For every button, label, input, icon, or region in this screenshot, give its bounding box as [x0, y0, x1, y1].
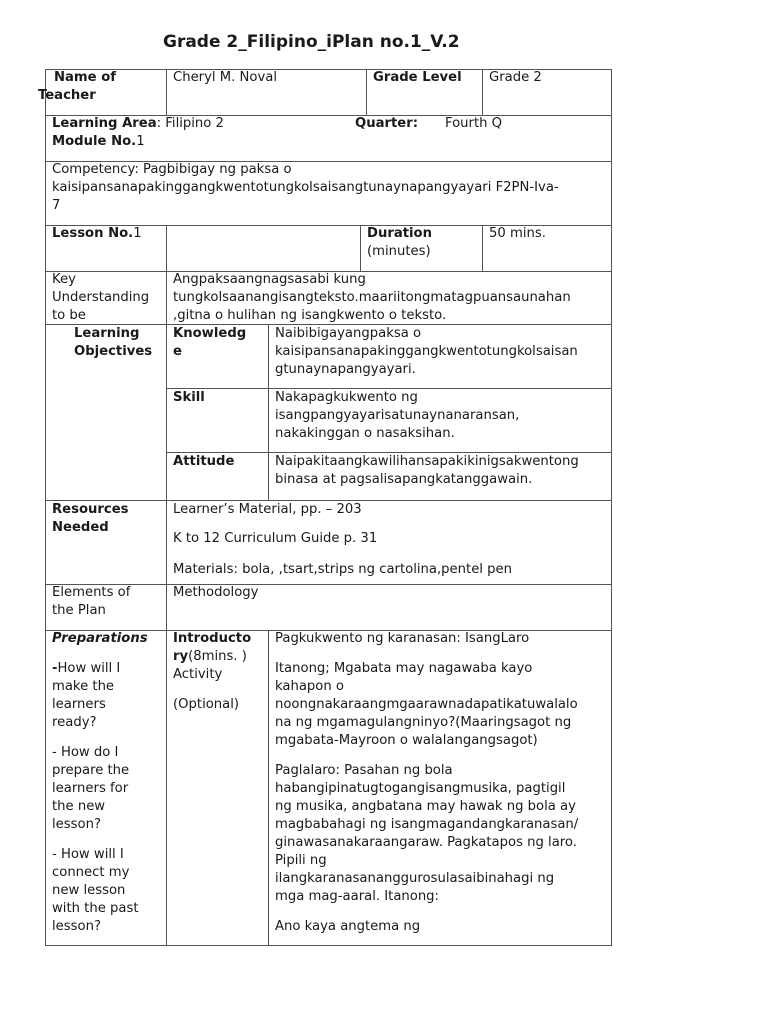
- quarter-label: Quarter:: [355, 116, 419, 131]
- objectives-label: Learning: [74, 326, 140, 341]
- methodology-label: Methodology: [173, 585, 259, 600]
- question-2: learners for: [52, 781, 129, 796]
- skill-text: Nakapagkukwento ng: [275, 390, 418, 405]
- question-2: the new: [52, 799, 106, 814]
- lesson-label: Lesson No.: [52, 226, 134, 241]
- duration-label: Duration: [367, 226, 433, 241]
- skill-text: nakakinggan o nasaksihan.: [275, 426, 455, 441]
- lesson-number: [52, 225, 142, 243]
- rule: [166, 225, 167, 271]
- key-understanding-label: to be: [52, 308, 86, 323]
- lesson-value: 1: [133, 226, 142, 241]
- teacher-label-2: Teacher: [38, 88, 96, 103]
- module-label: Module No.: [52, 134, 137, 149]
- activity-title: Pagkukwento ng karanasan: IsangLaro: [275, 631, 530, 646]
- competency-line: kaisipansanapakinggangkwentotungkolsaisangtunaynapangyayari F2PN-Iva-: [52, 180, 559, 195]
- key-understanding-text: Angpaksaangnagsasabi kung: [173, 272, 366, 287]
- activity-para-1: Itanong; Mgabata may nagawaba kayo: [275, 661, 533, 676]
- rule: [45, 69, 46, 946]
- resource-item: K to 12 Curriculum Guide p. 31: [173, 531, 378, 546]
- activity-para-2: habangipinatugtogangisangmusika, pagtigil: [275, 781, 566, 796]
- module-number: [52, 133, 145, 151]
- activity-para-2: Pipili ng: [275, 853, 327, 868]
- key-understanding-label: Understanding: [52, 290, 150, 305]
- question-1: -How will I: [52, 661, 121, 676]
- resource-item: Learner’s Material, pp. – 203: [173, 502, 362, 517]
- rule: [366, 69, 367, 115]
- duration-value: 50 mins.: [489, 226, 546, 241]
- introductory-time: [173, 648, 247, 666]
- teacher-label: Name of: [54, 70, 117, 85]
- key-understanding-text: tungkolsaanangisangteksto.maariitongmatagpuansaunahan: [173, 290, 571, 305]
- resources-label: Needed: [52, 520, 109, 535]
- activity-para-1: noongnakaraangmgaarawnadapatikatuwalalo: [275, 697, 578, 712]
- teacher-value: Cheryl M. Noval: [173, 70, 278, 85]
- question-3: connect my: [52, 865, 130, 880]
- activity-para-2: mga mag-aaral. Itanong:: [275, 889, 440, 904]
- question-2: lesson?: [52, 817, 101, 832]
- activity-para-2: ng musika, angbatana may hawak ng bola ay: [275, 799, 576, 814]
- knowledge-text: kaisipansanapakinggangkwentotungkolsaisan: [275, 344, 578, 359]
- knowledge-label: e: [173, 344, 182, 359]
- objectives-label: Objectives: [74, 344, 153, 359]
- grade-level-value: Grade 2: [489, 70, 542, 85]
- grade-level-label: Grade Level: [373, 70, 462, 85]
- rule: [482, 225, 483, 271]
- resources-label: Resources: [52, 502, 129, 517]
- knowledge-text: gtunaynapangyayari.: [275, 362, 416, 377]
- key-understanding-label: Key: [52, 272, 76, 287]
- attitude-text: binasa at pagsalisapangkatanggawain.: [275, 472, 533, 487]
- rule: [166, 271, 167, 946]
- activity-para-2: ginawasanakaraangaraw. Pagkatapos ng laro.: [275, 835, 577, 850]
- introductory-activity: Activity: [173, 667, 223, 682]
- introductory-label-2: ry: [173, 649, 189, 664]
- question-3: with the past: [52, 901, 139, 916]
- introductory-optional: (Optional): [173, 697, 240, 712]
- lesson-plan-table: [38, 69, 612, 946]
- activity-para-2: magbabahagi ng isangmagandangkaranasan/: [275, 817, 579, 832]
- introductory-minutes: (8mins. ): [188, 649, 247, 664]
- quarter-value: Fourth Q: [445, 116, 503, 131]
- introductory-label: Introducto: [173, 631, 252, 646]
- skill-label: Skill: [173, 390, 205, 405]
- activity-para-1: kahapon o: [275, 679, 344, 694]
- activity-para-2: ilangkaranasananggurosulasaibinahagi ng: [275, 871, 555, 886]
- question-3: - How will I: [52, 847, 124, 862]
- elements-label: Elements of: [52, 585, 131, 600]
- page-title: Grade 2_Filipino_iPlan no.1_V.2: [163, 32, 460, 52]
- competency-line: 7: [52, 198, 61, 213]
- activity-para-1: na ng mgamagulangninyo?(Maaringsagot ng: [275, 715, 572, 730]
- resource-item: Materials: bola, ,tsart,strips ng cartolina,pentel pen: [173, 562, 513, 577]
- question-1: make the: [52, 679, 115, 694]
- elements-label: the Plan: [52, 603, 106, 618]
- module-value: 1: [136, 134, 145, 149]
- rule: [611, 69, 612, 946]
- activity-para-2: Paglalaro: Pasahan ng bola: [275, 763, 453, 778]
- question-1: ready?: [52, 715, 97, 730]
- rule: [45, 945, 612, 946]
- skill-text: isangpangyayarisatunaynanaransan,: [275, 408, 520, 423]
- question-text: How will I: [57, 661, 121, 676]
- rule: [268, 324, 269, 500]
- rule: [166, 69, 167, 115]
- question-3: new lesson: [52, 883, 126, 898]
- learning-area: [52, 115, 224, 133]
- question-2: - How do I: [52, 745, 119, 760]
- rule: [360, 225, 361, 271]
- question-3: lesson?: [52, 919, 101, 934]
- knowledge-text: Naibibigayangpaksa o: [275, 326, 422, 341]
- preparations-label: Preparations: [52, 631, 148, 646]
- rule: [268, 630, 269, 946]
- attitude-label: Attitude: [173, 454, 235, 469]
- learning-area-value: : Filipino 2: [156, 116, 224, 131]
- duration-unit: (minutes): [367, 244, 431, 259]
- rule: [482, 69, 483, 115]
- knowledge-label: Knowledg: [173, 326, 247, 341]
- question-2: prepare the: [52, 763, 130, 778]
- learning-area-label: Learning Area: [52, 116, 157, 131]
- key-understanding-text: ,gitna o hulihan ng isangkwento o teksto.: [173, 308, 447, 323]
- competency-line: Competency: Pagbibigay ng paksa o: [52, 162, 292, 177]
- activity-para-1: mgabata-Mayroon o walalangangsagot): [275, 733, 538, 748]
- question-1: learners: [52, 697, 106, 712]
- attitude-text: Naipakitaangkawilihansapakikinigsakwentong: [275, 454, 579, 469]
- activity-para-3: Ano kaya angtema ng: [275, 919, 421, 934]
